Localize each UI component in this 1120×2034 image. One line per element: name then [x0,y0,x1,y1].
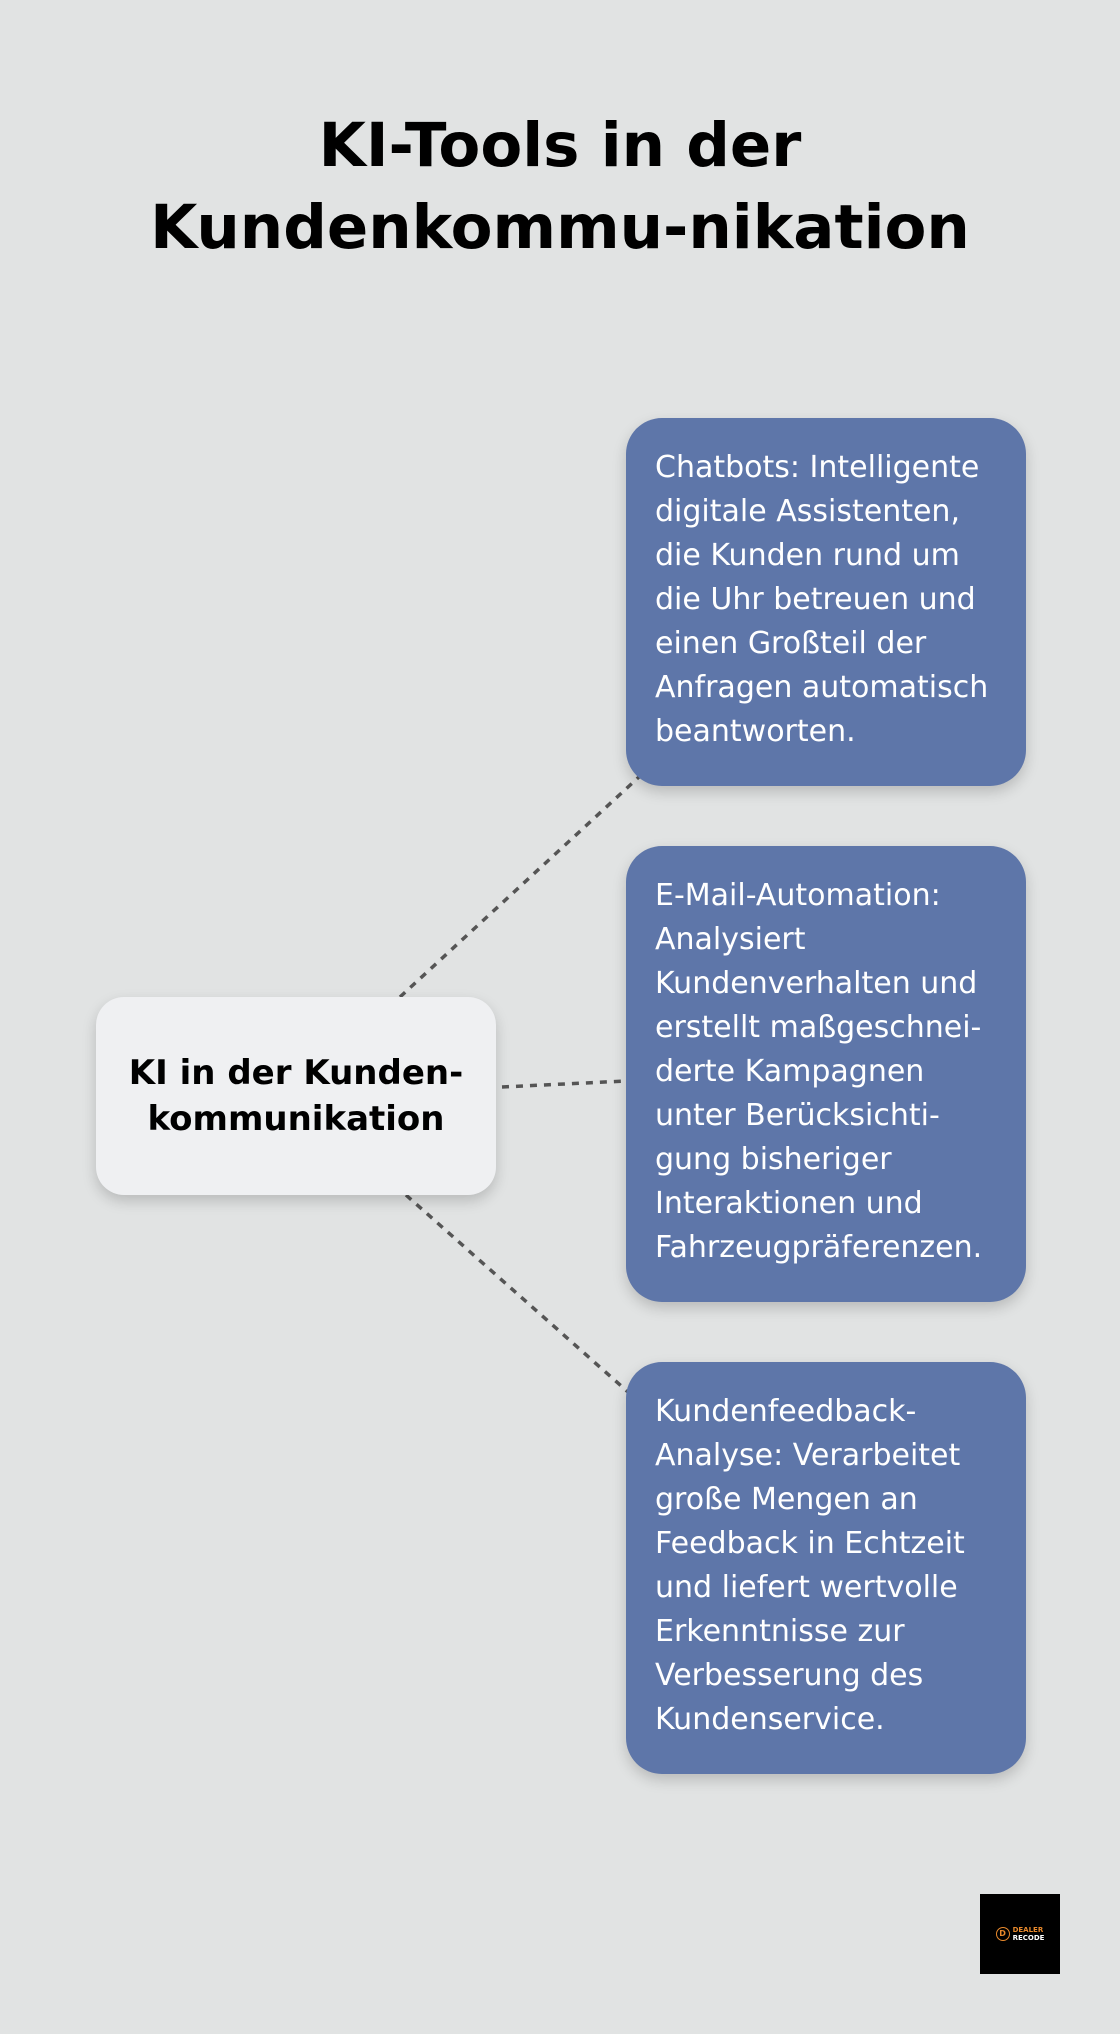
center-node [96,997,496,1195]
card-email-automation-text: E-Mail-Automation: Analysiert Kundenverhalten und erstellt maßgeschnei-derte Kampagnen unter Berücksichti-gung bisheriger Interaktionen und Fahrzeugpräferenzen. [655,878,983,1265]
logo-line-1: DEALER [1012,1926,1044,1934]
card-feedback-analysis [626,1362,1026,1774]
connector-email [502,1081,626,1087]
connector-feedback [406,1195,628,1392]
card-chatbots [626,418,1026,786]
logo-text [1013,1926,1045,1942]
card-feedback-analysis-text: Kundenfeedback-Analyse: Verarbeitet große Mengen an Feedback in Echtzeit und liefert wertvolle Erkenntnisse zur Verbesserung des Kundenservice. [655,1394,965,1737]
logo-mark-icon: D [996,1927,1010,1941]
card-chatbots-text: Chatbots: Intelligente digitale Assistenten, die Kunden rund um die Uhr betreuen und einen Großteil der Anfragen automatisch beantworten. [655,450,989,749]
connector-chatbots [400,776,640,997]
page-title: KI-Tools in der Kundenkommu-nikation [150,110,970,263]
card-email-automation [626,846,1026,1302]
logo-line-2: RECODE [1012,1934,1045,1942]
dealer-recode-logo [980,1894,1060,1974]
center-node-label: KI in der Kunden-kommunikation [128,1053,464,1139]
